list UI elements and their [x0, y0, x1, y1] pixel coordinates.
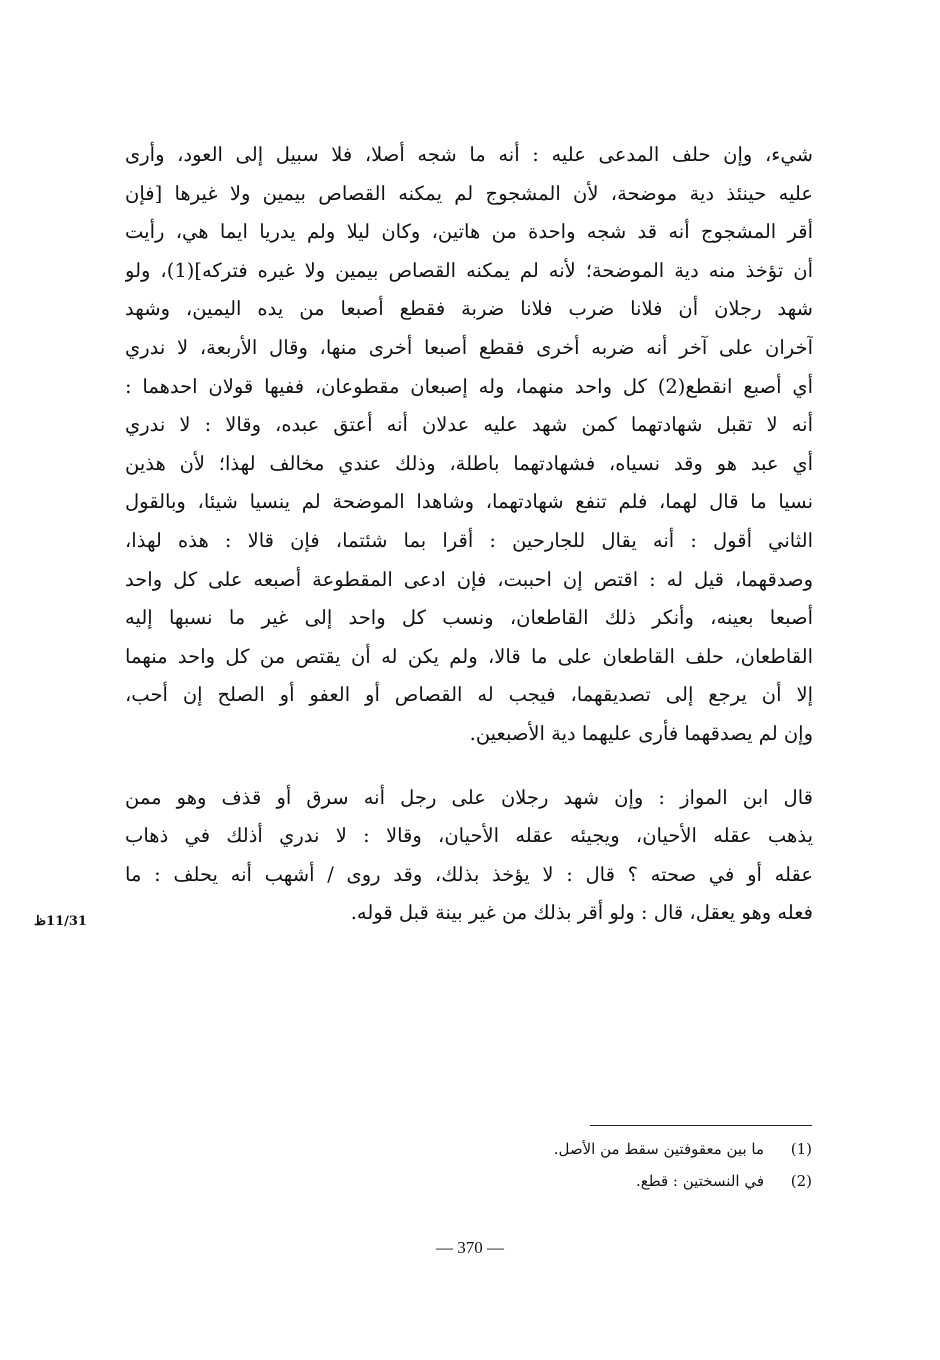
text-line: أي أصبع انقطع(2) كل واحد منهما، وله إصبعان مقطوعان، ففيها قولان احدهما : [125, 374, 813, 398]
paragraph-spacer [125, 754, 813, 779]
text-line: يذهب عقله الأحيان، ويجيئه عقله الأحيان، وقالا : لا ندري أذلك في ذهاب [125, 824, 813, 848]
footnote-number: (2) [790, 1172, 812, 1190]
text-line: فعله وهو يعقل، قال : ولو أقر بذلك من غير بينة قبل قوله. [350, 901, 813, 925]
paragraph-2 [125, 779, 813, 933]
footnote-item [420, 1133, 812, 1165]
text-line: إلا أن يرجع إلى تصديقهما، فيجب له القصاص أو العفو أو الصلح إن أحب، [125, 683, 813, 707]
text-line: أصبعا بعينه، وأنكر ذلك القاطعان، ونسب كل واحد إلى غير ما نسبها إليه [125, 606, 813, 630]
footnote-text: في النسختين : قطع. [635, 1172, 764, 1190]
text-line: شيء، وإن حلف المدعى عليه : أنه ما شجه أصلا، فلا سبيل إلى العود، وأرى [125, 143, 813, 166]
text-line: عقله أو في صحته ؟ قال : لا يؤخذ بذلك، وقد روى / أشهب أنه يحلف : ما [125, 862, 813, 886]
footnote-text: ما بين معقوفتين سقط من الأصل. [553, 1140, 764, 1158]
paragraph-1 [125, 136, 813, 754]
text-line: نسيا ما قال لهما، فلم تنفع شهادتهما، وشاهدا الموضحة لم ينسيا شيئا، وبالقول [125, 490, 813, 514]
text-line: شهد رجلان أن فلانا ضرب فلانا ضربة فقطع أصبعا من يده اليمين، وشهد [125, 297, 813, 321]
footnote-item [420, 1165, 812, 1197]
text-line: أي عبد هو وقد نسياه، فشهادتهما باطلة، وذلك عندي مخالف لهذا؛ لأن هذين [125, 451, 813, 475]
text-line: عليه حينئذ دية موضحة، لأن المشجوج لم يمكنه القصاص بيمين ولا غيرها [فإن [125, 181, 813, 205]
footnotes [420, 1133, 812, 1197]
text-line: الثاني أقول : أنه يقال للجارحين : أقرا بما شئتما، فإن قالا : هذه لهذا، [125, 528, 813, 552]
text-line: وصدقهما، قيل له : اقتص إن احببت، فإن ادعى المقطوعة أصبعه على كل واحد [125, 567, 813, 591]
text-line: أنه لا تقبل شهادتهما كمن شهد عليه عدلان أنه أعتق عبده، وقالا : لا ندري [125, 413, 813, 437]
text-line: وإن لم يصدقهما فأرى عليهما دية الأصبعين. [469, 721, 813, 745]
page-number: — 370 — [436, 1238, 504, 1257]
text-line: قال ابن المواز : وإن شهد رجلان على رجل أنه سرق أو قذف وهو ممن [125, 785, 813, 809]
text-line: آخران على آخر أنه ضربه أخرى فقطع أصبعا أخرى منها، وقال الأربعة، لا ندري [125, 335, 813, 359]
main-text-block [125, 136, 813, 933]
footnote-divider [590, 1125, 812, 1126]
text-line: أقر المشجوج أنه قد شجه واحدة من هاتين، وكان ليلا ولم يدريا ايما هي، رأيت [125, 220, 813, 244]
text-line: أن تؤخذ منه دية الموضحة؛ لأنه لم يمكنه القصاص بيمين ولا غيره فتركه](1)، ولو [125, 258, 813, 282]
text-line: القاطعان، حلف القاطعان على ما قالا، ولم يكن له أن يقتص من كل واحد منهما [125, 644, 813, 668]
footnote-number: (1) [790, 1140, 812, 1158]
margin-note: 11/31ظ [34, 914, 87, 929]
